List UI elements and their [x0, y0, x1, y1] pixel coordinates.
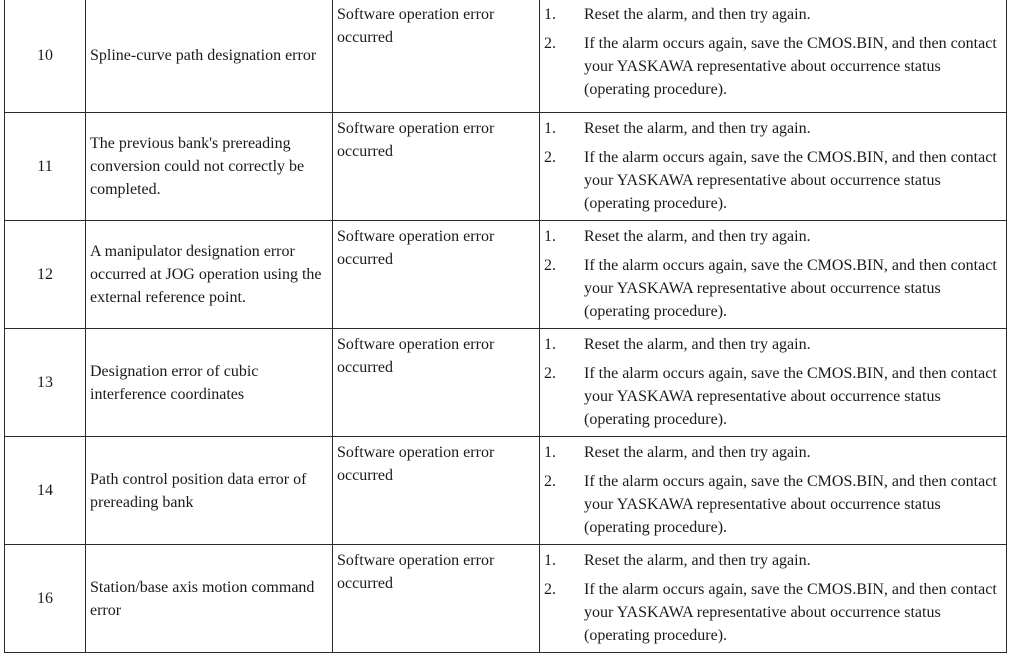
remedy-steps [540, 329, 1006, 431]
remedy-step-number: 1. [544, 120, 556, 137]
remedy-step-text: Reset the alarm, and then try again. [584, 552, 811, 569]
remedy-steps [540, 113, 1006, 215]
alarm-remedy-cell [540, 221, 1007, 329]
alarm-cause-cell [333, 437, 540, 545]
alarm-code: 12 [37, 266, 53, 283]
remedy-step [540, 470, 1006, 539]
remedy-step-text: Reset the alarm, and then try again. [584, 336, 811, 353]
remedy-steps [540, 545, 1006, 647]
remedy-step [540, 549, 1006, 572]
remedy-step-number: 2. [544, 149, 556, 166]
remedy-step [540, 32, 1006, 101]
remedy-step-number: 1. [544, 228, 556, 245]
alarm-cause-cell [333, 545, 540, 653]
table-row [5, 437, 1007, 545]
remedy-step [540, 117, 1006, 140]
alarm-cause: Software operation error occurred [337, 444, 495, 484]
remedy-step-number: 2. [544, 581, 556, 598]
remedy-step [540, 441, 1006, 464]
remedy-step [540, 578, 1006, 647]
alarm-cause: Software operation error occurred [337, 6, 495, 46]
alarm-code: 14 [37, 482, 53, 499]
table-row [5, 113, 1007, 221]
alarm-description-cell [86, 0, 333, 113]
table-row [5, 545, 1007, 653]
alarm-remedy-cell [540, 437, 1007, 545]
remedy-step-text: Reset the alarm, and then try again. [584, 228, 811, 245]
alarm-remedy-cell [540, 113, 1007, 221]
alarm-table [4, 0, 1007, 653]
remedy-steps [540, 0, 1006, 101]
alarm-cause: Software operation error occurred [337, 120, 495, 160]
alarm-description-cell [86, 113, 333, 221]
remedy-step-number: 1. [544, 6, 556, 23]
remedy-steps [540, 221, 1006, 323]
alarm-cause: Software operation error occurred [337, 552, 495, 592]
alarm-code: 16 [37, 590, 53, 607]
remedy-step-number: 2. [544, 473, 556, 490]
alarm-code-cell [5, 437, 86, 545]
alarm-code-cell [5, 113, 86, 221]
alarm-remedy-cell [540, 545, 1007, 653]
remedy-step-text: If the alarm occurs again, save the CMOS.BIN, and then contact your YASKAWA representative about occurrence status (operating procedure). [584, 257, 997, 320]
alarm-description: The previous bank's prereading conversion could not correctly be completed. [90, 135, 305, 198]
remedy-step-number: 1. [544, 336, 556, 353]
remedy-steps [540, 437, 1006, 539]
remedy-step [540, 254, 1006, 323]
alarm-cause: Software operation error occurred [337, 336, 495, 376]
alarm-code-cell [5, 329, 86, 437]
remedy-step-number: 2. [544, 35, 556, 52]
alarm-code-cell [5, 0, 86, 113]
remedy-step-number: 2. [544, 257, 556, 274]
remedy-step [540, 146, 1006, 215]
alarm-description-cell [86, 437, 333, 545]
remedy-step-text: Reset the alarm, and then try again. [584, 444, 811, 461]
alarm-description-cell [86, 545, 333, 653]
remedy-step-text: If the alarm occurs again, save the CMOS.BIN, and then contact your YASKAWA representative about occurrence status (operating procedure). [584, 149, 997, 212]
alarm-description: Designation error of cubic interference coordinates [90, 362, 259, 403]
remedy-step [540, 225, 1006, 248]
alarm-description: Station/base axis motion command error [90, 578, 315, 619]
remedy-step-text: If the alarm occurs again, save the CMOS.BIN, and then contact your YASKAWA representative about occurrence status (operating procedure). [584, 581, 997, 644]
alarm-cause-cell [333, 221, 540, 329]
alarm-code-cell [5, 545, 86, 653]
table-row [5, 221, 1007, 329]
remedy-step-number: 2. [544, 365, 556, 382]
remedy-step-text: If the alarm occurs again, save the CMOS.BIN, and then contact your YASKAWA representative about occurrence status (operating procedure). [584, 365, 997, 428]
alarm-description: Path control position data error of prereading bank [90, 470, 307, 511]
alarm-code: 13 [37, 374, 53, 391]
remedy-step-text: If the alarm occurs again, save the CMOS.BIN, and then contact your YASKAWA representative about occurrence status (operating procedure). [584, 35, 997, 98]
alarm-table-body [5, 0, 1007, 653]
alarm-code: 10 [37, 47, 53, 64]
table-row [5, 0, 1007, 113]
alarm-code: 11 [37, 158, 53, 175]
alarm-code-cell [5, 221, 86, 329]
alarm-remedy-cell [540, 329, 1007, 437]
alarm-description-cell [86, 221, 333, 329]
alarm-description: Spline-curve path designation error [90, 47, 317, 64]
remedy-step-text: Reset the alarm, and then try again. [584, 6, 811, 23]
remedy-step [540, 3, 1006, 26]
remedy-step [540, 333, 1006, 356]
alarm-cause-cell [333, 329, 540, 437]
alarm-cause-cell [333, 113, 540, 221]
remedy-step [540, 362, 1006, 431]
remedy-step-number: 1. [544, 552, 556, 569]
table-row [5, 329, 1007, 437]
alarm-remedy-cell [540, 0, 1007, 113]
remedy-step-number: 1. [544, 444, 556, 461]
alarm-cause: Software operation error occurred [337, 228, 495, 268]
alarm-description-cell [86, 329, 333, 437]
remedy-step-text: If the alarm occurs again, save the CMOS.BIN, and then contact your YASKAWA representative about occurrence status (operating procedure). [584, 473, 997, 536]
alarm-description: A manipulator designation error occurred at JOG operation using the external reference point. [90, 243, 322, 306]
remedy-step-text: Reset the alarm, and then try again. [584, 120, 811, 137]
alarm-cause-cell [333, 0, 540, 113]
